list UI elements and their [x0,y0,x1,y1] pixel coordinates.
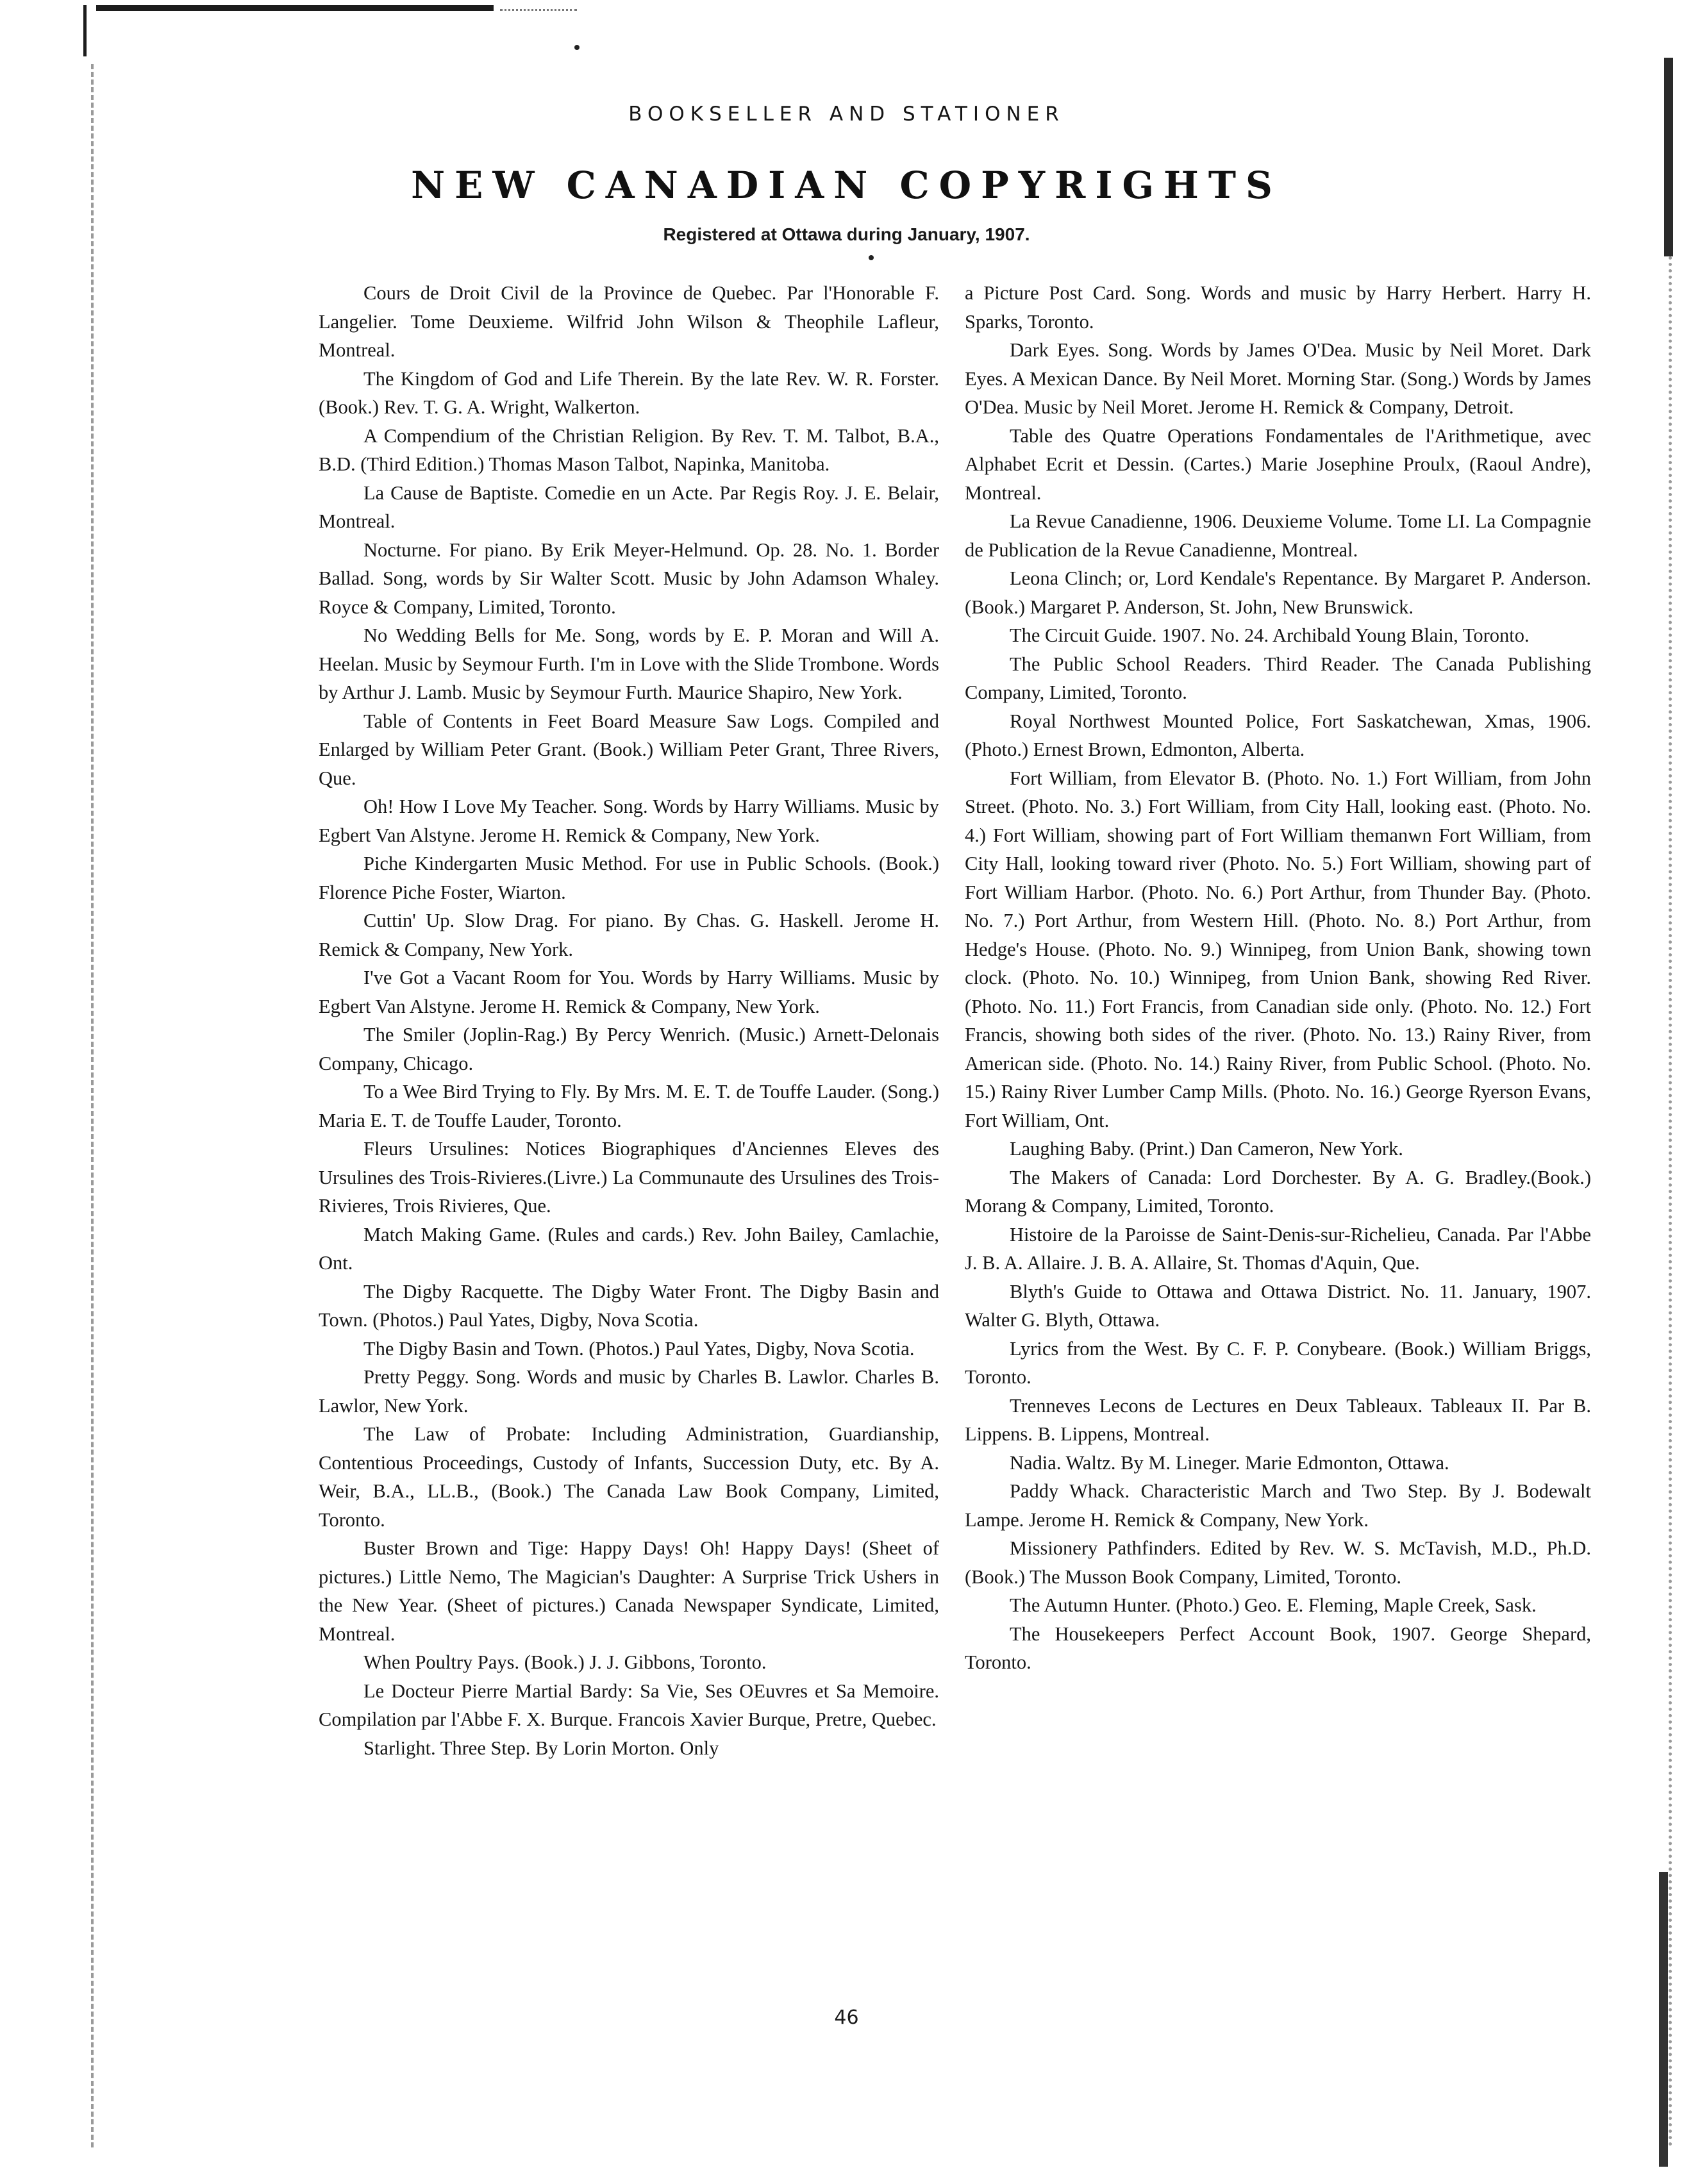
copyright-entry: Trenneves Lecons de Lectures en Deux Tableaux. Tableaux II. Par B. Lippens. B. Lippens, Montreal. [965,1394,1591,1445]
page-subtitle: Registered at Ottawa during January, 1907. [663,224,1030,244]
copyright-entry: A Compendium of the Christian Religion. By Rev. T. M. Talbot, B.A., B.D. (Third Edition.) Thomas Mason Talbot, Napinka, Manitoba. [319,424,939,475]
copyright-entry: Fleurs Ursulines: Notices Biographiques d'Anciennes Eleves des Ursulines des Trois-Rivieres.(Livre.) La Communaute des Ursulines des Trois-Rivieres, Trois Rivieres, Que. [319,1138,939,1217]
copyright-entry: The Kingdom of God and Life Therein. By the late Rev. W. R. Forster. (Book.) Rev. T. G. A. Wright, Walkerton. [319,367,939,418]
running-head: BOOKSELLER AND STATIONER [628,103,1065,126]
copyright-entry: The Circuit Guide. 1907. No. 24. Archibald Young Blain, Toronto. [1010,624,1530,646]
copyright-entry: The Housekeepers Perfect Account Book, 1907. George Shepard, Toronto. [965,1622,1591,1673]
copyright-entry: Nocturne. For piano. By Erik Meyer-Helmund. Op. 28. No. 1. Border Ballad. Song, words by Sir Walter Scott. Music by John Adamson Whaley. Royce & Company, Limited, Toronto. [319,538,939,618]
copyright-entry: Piche Kindergarten Music Method. For use in Public Schools. (Book.) Florence Piche Foster, Wiarton. [319,853,939,903]
copyright-entry: Lyrics from the West. By C. F. P. Conybeare. (Book.) William Briggs, Toronto. [965,1337,1591,1388]
copyright-entry: Royal Northwest Mounted Police, Fort Saskatchewan, Xmas, 1906. (Photo.) Ernest Brown, Edmonton, Alberta. [965,710,1591,760]
copyright-entry: Match Making Game. (Rules and cards.) Rev. John Bailey, Camlachie, Ont. [319,1223,939,1274]
entry-continuation: a Picture Post Card. Song. Words and music by Harry Herbert. Harry H. Sparks, Toronto. [965,282,1591,333]
copyright-entry: Cuttin' Up. Slow Drag. For piano. By Chas. G. Haskell. Jerome H. Remick & Company, New York. [319,910,939,960]
copyright-entry: La Revue Canadienne, 1906. Deuxieme Volume. Tome LI. La Compagnie de Publication de la Revue Canadienne, Montreal. [965,510,1591,561]
copyright-entry: The Public School Readers. Third Reader. The Canada Publishing Company, Limited, Toronto. [965,653,1591,703]
copyright-entry: Histoire de la Paroisse de Saint-Denis-sur-Richelieu, Canada. Par l'Abbe J. B. A. Allaire. J. B. A. Allaire, St. Thomas d'Aquin, Que. [965,1223,1591,1274]
copyright-entry: Blyth's Guide to Ottawa and Ottawa District. No. 11. January, 1907. Walter G. Blyth, Ottawa. [965,1280,1591,1331]
copyright-entry: The Law of Probate: Including Administration, Guardianship, Contentious Proceedings, Custody of Infants, Succession Duty, etc. By A. Weir, B.A., LL.B., (Book.) The Canada Law Book Company, Limited, Toronto. [319,1423,939,1531]
page-title: NEW CANADIAN COPYRIGHTS [411,163,1282,207]
copyright-entry: When Poultry Pays. (Book.) J. J. Gibbons, Toronto. [363,1651,767,1673]
scan-edge-top [96,5,494,11]
copyright-entry: I've Got a Vacant Room for You. Words by Harry Williams. Music by Egbert Van Alstyne. Jerome H. Remick & Company, New York. [319,967,939,1017]
copyright-entry: Le Docteur Pierre Martial Bardy: Sa Vie, Ses OEuvres et Sa Memoire. Compilation par l'Abbe F. X. Burque. Francois Xavier Burque, Pretre, Quebec. [319,1680,939,1730]
copyright-entry: Paddy Whack. Characteristic March and Two Step. By J. Bodewalt Lampe. Jerome H. Remick & Company, New York. [965,1480,1591,1531]
left-column [319,279,939,2013]
copyright-entry: Laughing Baby. (Print.) Dan Cameron, New York. [1010,1138,1403,1160]
copyright-entry: Table of Contents in Feet Board Measure Saw Logs. Compiled and Enlarged by William Peter Grant. (Book.) William Peter Grant, Three Rivers, Que. [319,710,939,789]
copyright-entry: Pretty Peggy. Song. Words and music by Charles B. Lawlor. Charles B. Lawlor, New York. [319,1366,939,1417]
copyright-entry: The Digby Racquette. The Digby Water Front. The Digby Basin and Town. (Photos.) Paul Yates, Digby, Nova Scotia. [319,1280,939,1331]
copyright-entry: The Digby Basin and Town. (Photos.) Paul Yates, Digby, Nova Scotia. [363,1337,915,1360]
copyright-entry: Missionery Pathfinders. Edited by Rev. W. S. McTavish, M.D., Ph.D. (Book.) The Musson Book Company, Limited, Toronto. [965,1537,1591,1588]
copyright-entry: The Autumn Hunter. (Photo.) Geo. E. Fleming, Maple Creek, Sask. [1010,1594,1537,1616]
copyright-entry: Oh! How I Love My Teacher. Song. Words by Harry Williams. Music by Egbert Van Alstyne. Jerome H. Remick & Company, New York. [319,796,939,846]
copyright-entry: Nadia. Waltz. By M. Lineger. Marie Edmonton, Ottawa. [1010,1451,1449,1474]
copyright-entry: Buster Brown and Tige: Happy Days! Oh! Happy Days! (Sheet of pictures.) Little Nemo, The Magician's Daughter: A Surprise Trick Ushers in the New Year. (Sheet of pictures.) Canada Newspaper Syndicate, Limited, Montreal. [319,1537,939,1645]
copyright-entry: Dark Eyes. Song. Words by James O'Dea. Music by Neil Moret. Dark Eyes. A Mexican Dance. By Neil Moret. Morning Star. (Song.) Words by James O'Dea. Music by Neil Moret. Jerome H. Remick & Company, Detroit. [965,339,1591,418]
copyright-entry: Leona Clinch; or, Lord Kendale's Repentance. By Margaret P. Anderson. (Book.) Margaret P. Anderson, St. John, New Brunswick. [965,567,1591,618]
copyright-entry: Fort William, from Elevator B. (Photo. No. 1.) Fort William, from John Street. (Photo. No. 3.) Fort William, from City Hall, looking east. (Photo. No. 4.) Fort William, showing part of Fort William themanwn Fort William, from City Hall, looking toward river (Photo. No. 5.) Fort William, showing part of Fort William Harbor. (Photo. No. 6.) Port Arthur, from Thunder Bay. (Photo. No. 7.) Port Arthur, from Western Hill. (Photo. No. 8.) Port Arthur, from Hedge's House. (Photo. No. 9.) Winnipeg, from Union Bank, showing town clock. (Photo. No. 10.) Winnipeg, from Union Bank, showing Red River. (Photo. No. 11.) Fort Francis, from Canadian side only. (Photo. No. 12.) Fort Francis, showing both sides of the river. (Photo. No. 13.) Rainy River, from American side. (Photo. No. 14.) Rainy River, from Public School. (Photo. No. 15.) Rainy River Lumber Camp Mills. (Photo. No. 16.) George Ryerson Evans, Fort William, Ont. [965,767,1591,1131]
page-number: 46 [834,2006,859,2029]
scan-speckle-left [91,64,94,2147]
scan-edge-left [83,5,87,56]
copyright-entry: Cours de Droit Civil de la Province de Quebec. Par l'Honorable F. Langelier. Tome Deuxieme. Wilfrid John Wilson & Theophile Lafleur, Montreal. [319,282,939,361]
copyright-entry: The Smiler (Joplin-Rag.) By Percy Wenrich. (Music.) Arnett-Delonais Company, Chicago. [319,1024,939,1074]
right-column [965,279,1591,2013]
copyright-entry: No Wedding Bells for Me. Song, words by E. P. Moran and Will A. Heelan. Music by Seymour Furth. I'm in Love with the Slide Trombone. Words by Arthur J. Lamb. Music by Seymour Furth. Maurice Shapiro, New York. [319,624,939,703]
scan-dot [869,255,874,260]
scan-dot [574,45,580,50]
scan-speckle-top [500,9,577,11]
copyright-entry: To a Wee Bird Trying to Fly. By Mrs. M. E. T. de Touffe Lauder. (Song.) Maria E. T. de Touffe Lauder, Toronto. [319,1081,939,1131]
copyright-entry: Table des Quatre Operations Fondamentales de l'Arithmetique, avec Alphabet Ecrit et Dessin. (Cartes.) Marie Josephine Proulx, (Raoul Andre), Montreal. [965,424,1591,504]
copyright-entry: The Makers of Canada: Lord Dorchester. By A. G. Bradley.(Book.) Morang & Company, Limited, Toronto. [965,1166,1591,1217]
copyright-entry: La Cause de Baptiste. Comedie en un Acte. Par Regis Roy. J. E. Belair, Montreal. [319,481,939,532]
copyright-entry: Starlight. Three Step. By Lorin Morton. Only [363,1737,719,1759]
scan-speckle-right [1669,256,1672,2147]
